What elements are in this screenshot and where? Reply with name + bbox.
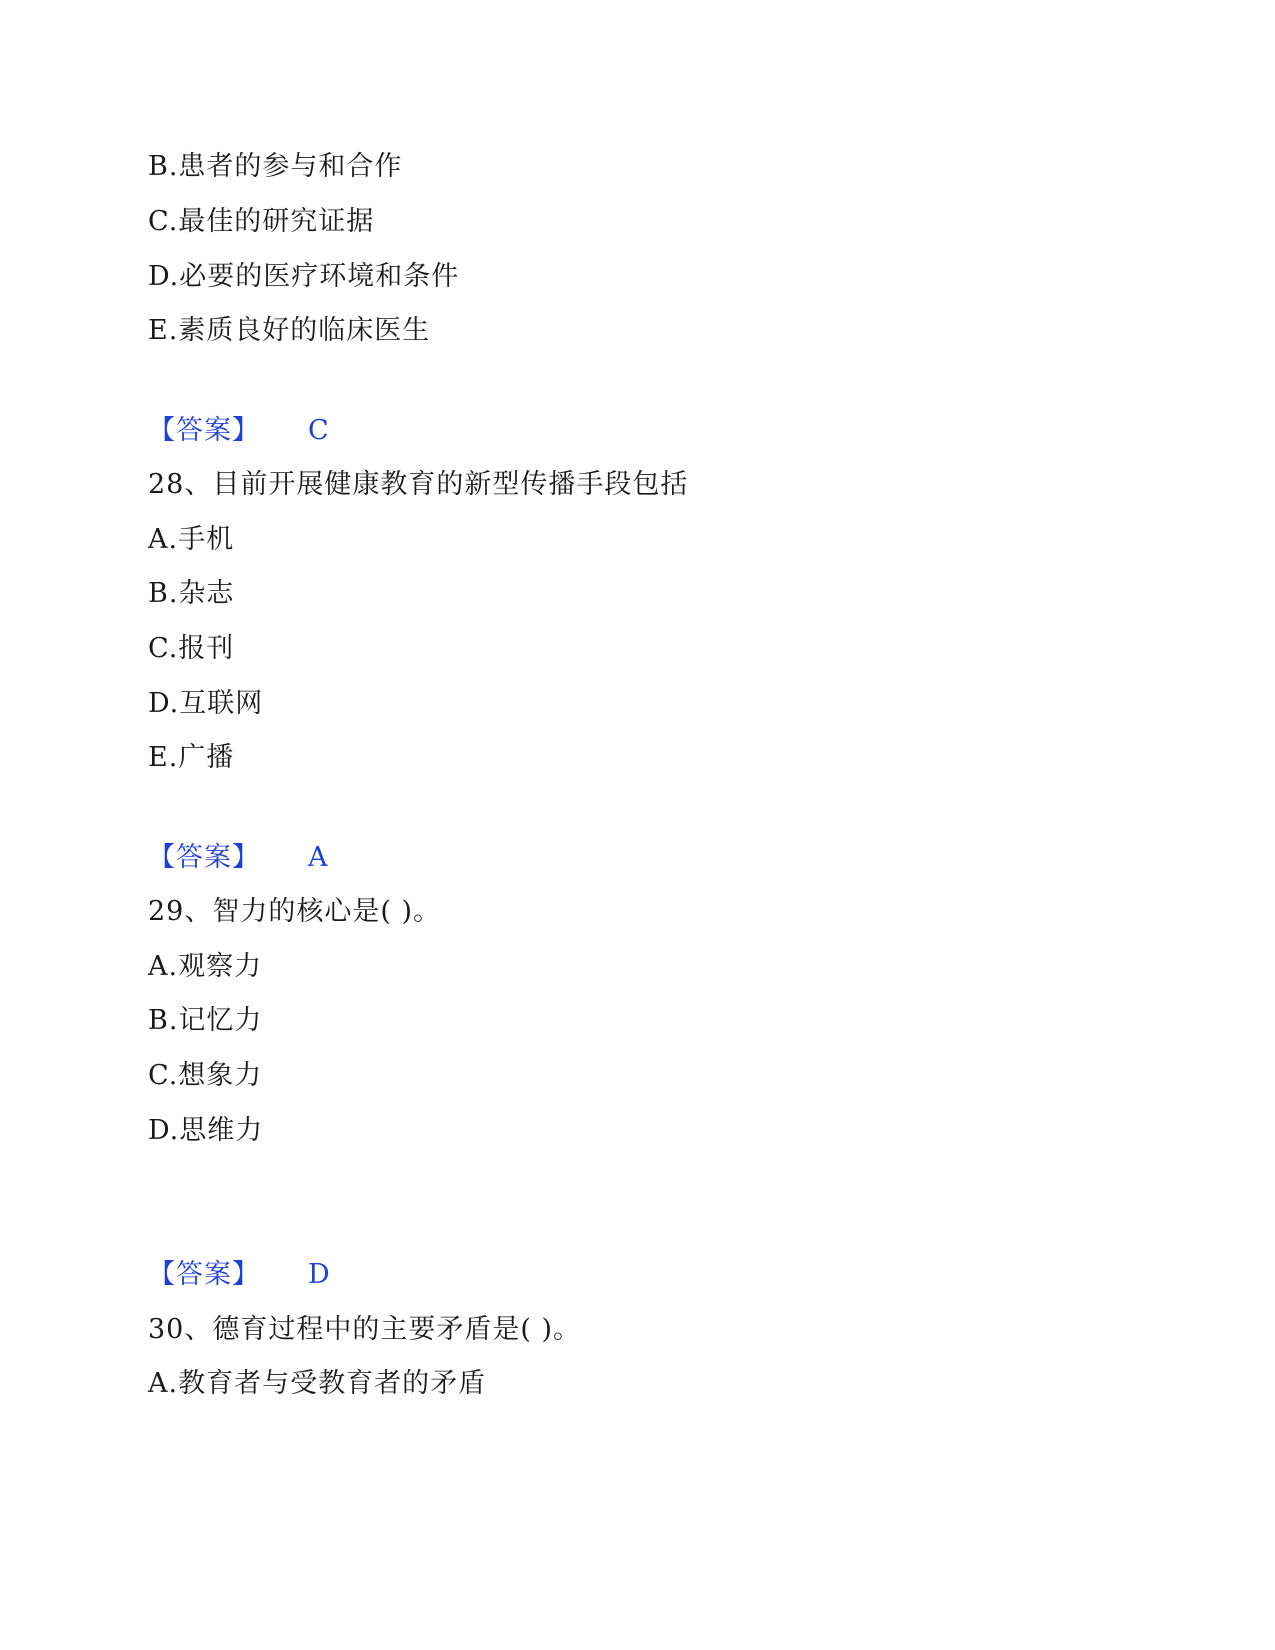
q27-option-c: C.最佳的研究证据 <box>148 206 375 237</box>
q28-option-d: D.互联网 <box>148 688 264 719</box>
q28-option-a: A.手机 <box>148 524 235 555</box>
q27-option-d: D.必要的医疗环境和条件 <box>148 261 460 292</box>
answer-label: 【答案】 <box>148 415 260 446</box>
answer-label: 【答案】 <box>148 1259 260 1290</box>
q28-option-e: E.广播 <box>148 742 235 773</box>
q29-question: 29、智力的核心是( )。 <box>148 896 442 927</box>
q29-option-d: D.思维力 <box>148 1115 264 1146</box>
answer-label: 【答案】 <box>148 842 260 873</box>
q28-question: 28、目前开展健康教育的新型传播手段包括 <box>148 469 689 500</box>
answer-value: C <box>308 415 330 446</box>
q29-option-c: C.想象力 <box>148 1060 263 1091</box>
answer-value: A <box>308 842 329 873</box>
q28-option-b: B.杂志 <box>148 578 235 609</box>
q28-option-c: C.报刊 <box>148 633 235 664</box>
q28-answer <box>148 841 329 875</box>
q29-answer <box>148 1258 331 1292</box>
q29-option-a: A.观察力 <box>148 951 263 982</box>
q29-option-b: B.记忆力 <box>148 1005 263 1036</box>
q30-option-a: A.教育者与受教育者的矛盾 <box>148 1368 487 1399</box>
answer-value: D <box>308 1259 331 1290</box>
q27-option-e: E.素质良好的临床医生 <box>148 315 431 346</box>
q27-option-b: B.患者的参与和合作 <box>148 151 403 182</box>
q27-answer <box>148 414 330 448</box>
q30-question: 30、德育过程中的主要矛盾是( )。 <box>148 1314 582 1345</box>
